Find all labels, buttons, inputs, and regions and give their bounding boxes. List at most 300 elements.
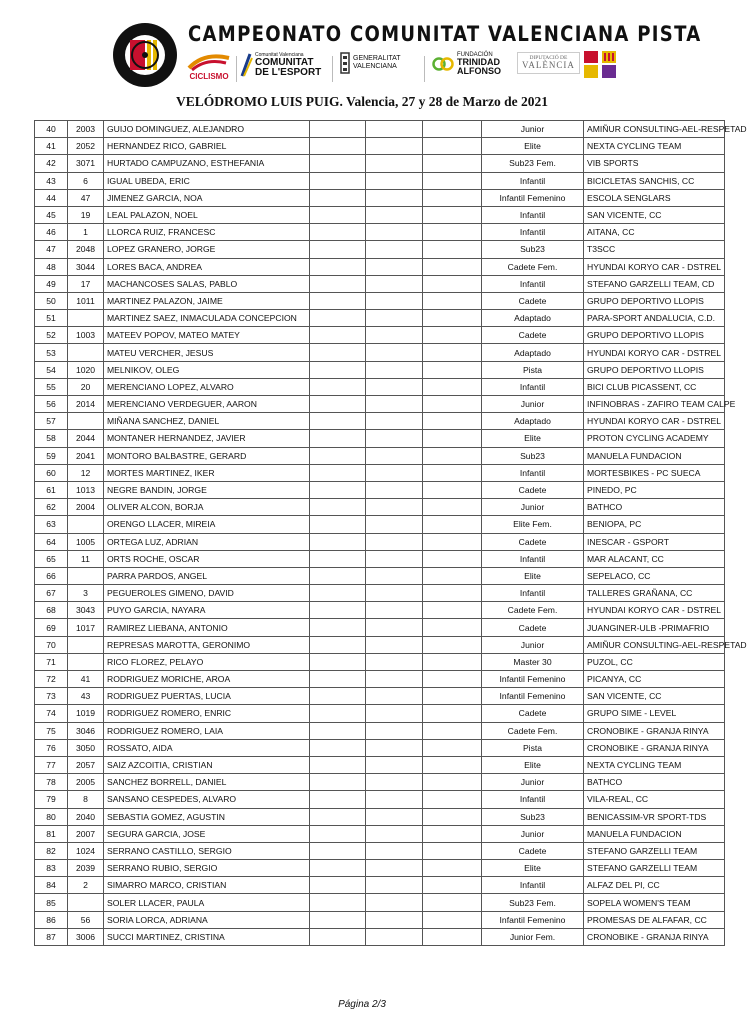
riders-table [34, 120, 747, 946]
gv-text-1: GENERALITAT [353, 55, 401, 63]
team-cell: STEFANO GARZELLI TEAM [584, 842, 725, 859]
empty-cell [423, 585, 482, 602]
empty-cell [310, 138, 366, 155]
ftr-rings-icon [432, 56, 454, 72]
category-cell: Sub23 [482, 447, 584, 464]
empty-cell [310, 550, 366, 567]
dorsal-cell [68, 413, 104, 430]
team-cell: VIB SPORTS [584, 155, 725, 172]
category-cell: Junior [482, 121, 584, 138]
position-cell: 58 [35, 430, 68, 447]
table-row [35, 894, 725, 911]
category-cell: Infantil [482, 206, 584, 223]
dorsal-cell: 47 [68, 189, 104, 206]
position-cell: 86 [35, 911, 68, 928]
table-row [35, 911, 725, 928]
rider-name-cell: HURTADO CAMPUZANO, ESTHEFANIA [104, 155, 310, 172]
table-row [35, 447, 725, 464]
empty-cell [310, 206, 366, 223]
empty-cell [366, 636, 423, 653]
diputacio-valencia-logo [517, 52, 580, 74]
team-cell: CRONOBIKE - GRANJA RINYA [584, 739, 725, 756]
category-cell: Infantil [482, 378, 584, 395]
empty-cell [423, 860, 482, 877]
table-row [35, 928, 725, 945]
table-row [35, 653, 725, 670]
rider-name-cell: LORES BACA, ANDREA [104, 258, 310, 275]
empty-cell [310, 258, 366, 275]
rider-name-cell: LLORCA RUIZ, FRANCESC [104, 224, 310, 241]
dorsal-cell: 3043 [68, 602, 104, 619]
empty-cell [366, 155, 423, 172]
position-cell: 79 [35, 791, 68, 808]
team-cell: ESCOLA SENGLARS [584, 189, 725, 206]
team-cell: VILA-REAL, CC [584, 791, 725, 808]
position-cell: 45 [35, 206, 68, 223]
table-row [35, 739, 725, 756]
position-cell: 83 [35, 860, 68, 877]
rider-name-cell: JIMENEZ GARCIA, NOA [104, 189, 310, 206]
dorsal-cell: 2005 [68, 774, 104, 791]
dv-text-1: DIPUTACIÓ DE [529, 55, 568, 61]
team-cell: MANUELA FUNDACION [584, 825, 725, 842]
rider-name-cell: LEAL PALAZON, NOEL [104, 206, 310, 223]
empty-cell [423, 722, 482, 739]
category-cell: Infantil [482, 172, 584, 189]
category-cell: Cadete Fem. [482, 722, 584, 739]
rider-name-cell: MERENCIANO VERDEGUER, AARON [104, 396, 310, 413]
empty-cell [366, 533, 423, 550]
empty-cell [423, 447, 482, 464]
empty-cell [423, 550, 482, 567]
position-cell: 77 [35, 756, 68, 773]
table-row [35, 860, 725, 877]
category-cell: Infantil [482, 877, 584, 894]
federation-seal-logo [112, 22, 178, 88]
category-cell: Infantil [482, 224, 584, 241]
table-row [35, 396, 725, 413]
category-cell: Junior [482, 499, 584, 516]
dorsal-cell: 2041 [68, 447, 104, 464]
rider-name-cell: OLIVER ALCON, BORJA [104, 499, 310, 516]
table-row [35, 189, 725, 206]
dorsal-cell: 3071 [68, 155, 104, 172]
empty-cell [423, 430, 482, 447]
team-cell: CRONOBIKE - GRANJA RINYA [584, 722, 725, 739]
rider-name-cell: MERENCIANO LOPEZ, ALVARO [104, 378, 310, 395]
empty-cell [423, 842, 482, 859]
table-row [35, 464, 725, 481]
empty-cell [310, 705, 366, 722]
table-row [35, 172, 725, 189]
empty-cell [366, 739, 423, 756]
rider-name-cell: MORTES MARTINEZ, IKER [104, 464, 310, 481]
rider-name-cell: HERNANDEZ RICO, GABRIEL [104, 138, 310, 155]
empty-cell [310, 842, 366, 859]
fundacion-trinidad-alfonso-logo [432, 52, 501, 76]
team-cell: PICANYA, CC [584, 671, 725, 688]
team-cell: BENIOPA, PC [584, 516, 725, 533]
category-cell: Cadete [482, 533, 584, 550]
category-cell: Junior Fem. [482, 928, 584, 945]
team-cell: INESCAR - GSPORT [584, 533, 725, 550]
rider-name-cell: RODRIGUEZ ROMERO, LAIA [104, 722, 310, 739]
dorsal-cell [68, 653, 104, 670]
rider-name-cell: SANSANO CESPEDES, ALVARO [104, 791, 310, 808]
team-cell: PROTON CYCLING ACADEMY [584, 430, 725, 447]
team-cell: SAN VICENTE, CC [584, 688, 725, 705]
empty-cell [423, 206, 482, 223]
position-cell: 55 [35, 378, 68, 395]
dorsal-cell: 3046 [68, 722, 104, 739]
position-cell: 78 [35, 774, 68, 791]
empty-cell [423, 155, 482, 172]
table-row [35, 671, 725, 688]
table-row [35, 378, 725, 395]
dorsal-cell: 2044 [68, 430, 104, 447]
empty-cell [366, 206, 423, 223]
table-row [35, 756, 725, 773]
empty-cell [310, 636, 366, 653]
team-cell: BICICLETAS SANCHIS, CC [584, 172, 725, 189]
category-cell: Elite Fem. [482, 516, 584, 533]
empty-cell [423, 877, 482, 894]
empty-cell [310, 739, 366, 756]
riders-table-body [35, 121, 747, 946]
team-cell: BATHCO [584, 774, 725, 791]
empty-cell [310, 860, 366, 877]
table-row [35, 275, 725, 292]
rider-name-cell: SERRANO RUBIO, SERGIO [104, 860, 310, 877]
position-cell: 71 [35, 653, 68, 670]
position-cell: 60 [35, 464, 68, 481]
table-row [35, 619, 725, 636]
position-cell: 66 [35, 567, 68, 584]
category-cell: Cadete [482, 705, 584, 722]
ciclismo-swoosh-icon [186, 52, 232, 72]
empty-cell [366, 653, 423, 670]
empty-cell [366, 791, 423, 808]
dorsal-cell [68, 636, 104, 653]
category-cell: Infantil [482, 585, 584, 602]
position-cell: 44 [35, 189, 68, 206]
empty-cell [310, 396, 366, 413]
empty-cell [366, 550, 423, 567]
empty-cell [310, 585, 366, 602]
comunitat-esport-logo [240, 52, 321, 78]
position-cell: 54 [35, 361, 68, 378]
empty-cell [366, 413, 423, 430]
team-cell: SOPELA WOMEN'S TEAM [584, 894, 725, 911]
dorsal-cell: 1017 [68, 619, 104, 636]
cv-small-text: Comunitat Valenciana [255, 51, 304, 58]
team-cell: HYUNDAI KORYO CAR - DSTREL [584, 602, 725, 619]
table-row [35, 808, 725, 825]
position-cell: 63 [35, 516, 68, 533]
empty-cell [366, 189, 423, 206]
category-cell: Junior [482, 774, 584, 791]
position-cell: 47 [35, 241, 68, 258]
empty-cell [423, 602, 482, 619]
category-cell: Sub23 [482, 241, 584, 258]
position-cell: 61 [35, 481, 68, 498]
team-cell: STEFANO GARZELLI TEAM, CD [584, 275, 725, 292]
valencia-shield-icon [583, 50, 617, 80]
position-cell: 64 [35, 533, 68, 550]
dorsal-cell: 3050 [68, 739, 104, 756]
empty-cell [366, 481, 423, 498]
rider-name-cell: IGUAL UBEDA, ERIC [104, 172, 310, 189]
position-cell: 57 [35, 413, 68, 430]
table-row [35, 138, 725, 155]
empty-cell [423, 739, 482, 756]
empty-cell [310, 911, 366, 928]
ftr-text-1: FUNDACIÓN [457, 52, 493, 58]
empty-cell [423, 464, 482, 481]
rider-name-cell: SAIZ AZCOITIA, CRISTIAN [104, 756, 310, 773]
empty-cell [423, 619, 482, 636]
empty-cell [310, 430, 366, 447]
category-cell: Elite [482, 430, 584, 447]
position-cell: 49 [35, 275, 68, 292]
rider-name-cell: SEGURA GARCIA, JOSE [104, 825, 310, 842]
esport-flag-icon [240, 52, 252, 78]
rider-name-cell: ROSSATO, AIDA [104, 739, 310, 756]
dorsal-cell: 3044 [68, 258, 104, 275]
rider-name-cell: RAMIREZ LIEBANA, ANTONIO [104, 619, 310, 636]
table-row [35, 602, 725, 619]
rider-name-cell: SOLER LLACER, PAULA [104, 894, 310, 911]
rider-name-cell: MIÑANA SANCHEZ, DANIEL [104, 413, 310, 430]
category-cell: Adaptado [482, 413, 584, 430]
empty-cell [423, 413, 482, 430]
empty-cell [366, 619, 423, 636]
team-cell: GRUPO DEPORTIVO LLOPIS [584, 327, 725, 344]
rider-name-cell: MATEEV POPOV, MATEO MATEY [104, 327, 310, 344]
empty-cell [310, 928, 366, 945]
empty-cell [310, 172, 366, 189]
position-cell: 48 [35, 258, 68, 275]
rider-name-cell: MONTANER HERNANDEZ, JAVIER [104, 430, 310, 447]
empty-cell [310, 121, 366, 138]
rider-name-cell: ORENGO LLACER, MIREIA [104, 516, 310, 533]
category-cell: Elite [482, 567, 584, 584]
empty-cell [423, 121, 482, 138]
empty-cell [423, 224, 482, 241]
category-cell: Adaptado [482, 310, 584, 327]
team-cell: GRUPO DEPORTIVO LLOPIS [584, 361, 725, 378]
cv-main-text-2: DE L'ESPORT [255, 66, 322, 78]
empty-cell [366, 911, 423, 928]
empty-cell [423, 378, 482, 395]
empty-cell [423, 172, 482, 189]
empty-cell [310, 155, 366, 172]
empty-cell [366, 224, 423, 241]
empty-cell [310, 671, 366, 688]
empty-cell [310, 567, 366, 584]
category-cell: Infantil Femenino [482, 189, 584, 206]
dorsal-cell: 1019 [68, 705, 104, 722]
empty-cell [423, 258, 482, 275]
team-cell: AMIÑUR CONSULTING-AEL-RESPETAD [584, 636, 725, 653]
category-cell: Infantil Femenino [482, 911, 584, 928]
rider-name-cell: SEBASTIA GOMEZ, AGUSTIN [104, 808, 310, 825]
empty-cell [310, 533, 366, 550]
dorsal-cell: 12 [68, 464, 104, 481]
category-cell: Cadete Fem. [482, 258, 584, 275]
category-cell: Infantil [482, 275, 584, 292]
dorsal-cell [68, 516, 104, 533]
category-cell: Infantil [482, 464, 584, 481]
empty-cell [310, 756, 366, 773]
team-cell: HYUNDAI KORYO CAR - DSTREL [584, 258, 725, 275]
table-row [35, 516, 725, 533]
table-row [35, 791, 725, 808]
table-row [35, 430, 725, 447]
empty-cell [366, 344, 423, 361]
dorsal-cell: 2048 [68, 241, 104, 258]
empty-cell [366, 327, 423, 344]
category-cell: Junior [482, 396, 584, 413]
table-row [35, 292, 725, 309]
position-cell: 52 [35, 327, 68, 344]
table-row [35, 636, 725, 653]
category-cell: Elite [482, 756, 584, 773]
rider-name-cell: MONTORO BALBASTRE, GERARD [104, 447, 310, 464]
category-cell: Junior [482, 825, 584, 842]
empty-cell [310, 361, 366, 378]
rider-name-cell: ORTS ROCHE, OSCAR [104, 550, 310, 567]
empty-cell [423, 241, 482, 258]
dorsal-cell: 41 [68, 671, 104, 688]
empty-cell [366, 241, 423, 258]
empty-cell [310, 310, 366, 327]
empty-cell [366, 464, 423, 481]
dv-text-2: VALÈNCIA [522, 60, 575, 71]
venue-subtitle: VELÓDROMO LUIS PUIG. Valencia, 27 y 28 de Marzo de 2021 [175, 94, 548, 109]
dorsal-cell [68, 567, 104, 584]
rider-name-cell: NEGRE BANDIN, JORGE [104, 481, 310, 498]
dorsal-cell: 1011 [68, 292, 104, 309]
category-cell: Cadete [482, 481, 584, 498]
table-row [35, 774, 725, 791]
dorsal-cell: 1013 [68, 481, 104, 498]
empty-cell [366, 688, 423, 705]
category-cell: Cadete [482, 619, 584, 636]
empty-cell [366, 121, 423, 138]
empty-cell [366, 275, 423, 292]
team-cell: HYUNDAI KORYO CAR - DSTREL [584, 413, 725, 430]
empty-cell [366, 602, 423, 619]
team-cell: HYUNDAI KORYO CAR - DSTREL [584, 344, 725, 361]
team-cell: PROMESAS DE ALFAFAR, CC [584, 911, 725, 928]
team-cell: SEPELACO, CC [584, 567, 725, 584]
team-cell: NEXTA CYCLING TEAM [584, 756, 725, 773]
position-cell: 43 [35, 172, 68, 189]
table-row [35, 877, 725, 894]
table-row [35, 533, 725, 550]
empty-cell [423, 808, 482, 825]
team-cell: BATHCO [584, 499, 725, 516]
table-row [35, 722, 725, 739]
rider-name-cell: SORIA LORCA, ADRIANA [104, 911, 310, 928]
empty-cell [310, 602, 366, 619]
empty-cell [423, 688, 482, 705]
table-row [35, 499, 725, 516]
category-cell: Pista [482, 361, 584, 378]
empty-cell [310, 327, 366, 344]
empty-cell [423, 138, 482, 155]
empty-cell [423, 774, 482, 791]
category-cell: Adaptado [482, 344, 584, 361]
dorsal-cell: 2057 [68, 756, 104, 773]
position-cell: 51 [35, 310, 68, 327]
empty-cell [366, 430, 423, 447]
position-cell: 75 [35, 722, 68, 739]
empty-cell [423, 671, 482, 688]
empty-cell [310, 378, 366, 395]
dorsal-cell: 2040 [68, 808, 104, 825]
dorsal-cell: 56 [68, 911, 104, 928]
team-cell: BENICASSIM-VR SPORT-TDS [584, 808, 725, 825]
team-cell: JUANGINER-ULB -PRIMAFRIO [584, 619, 725, 636]
empty-cell [366, 825, 423, 842]
team-cell: PUZOL, CC [584, 653, 725, 670]
team-cell: BICI CLUB PICASSENT, CC [584, 378, 725, 395]
empty-cell [310, 481, 366, 498]
empty-cell [310, 808, 366, 825]
table-row [35, 481, 725, 498]
category-cell: Cadete [482, 842, 584, 859]
team-cell: GRUPO DEPORTIVO LLOPIS [584, 292, 725, 309]
empty-cell [366, 722, 423, 739]
rider-name-cell: MELNIKOV, OLEG [104, 361, 310, 378]
empty-cell [366, 310, 423, 327]
empty-cell [310, 791, 366, 808]
rider-name-cell: GUIJO DOMINGUEZ, ALEJANDRO [104, 121, 310, 138]
position-cell: 62 [35, 499, 68, 516]
ciclismo-logo-text: CICLISMO [189, 72, 229, 81]
position-cell: 50 [35, 292, 68, 309]
dorsal-cell: 2014 [68, 396, 104, 413]
position-cell: 40 [35, 121, 68, 138]
empty-cell [366, 292, 423, 309]
position-cell: 76 [35, 739, 68, 756]
position-cell: 87 [35, 928, 68, 945]
empty-cell [310, 516, 366, 533]
rider-name-cell: RICO FLOREZ, PELAYO [104, 653, 310, 670]
dorsal-cell: 1024 [68, 842, 104, 859]
empty-cell [423, 567, 482, 584]
empty-cell [310, 894, 366, 911]
team-cell: PARA-SPORT ANDALUCIA, C.D. [584, 310, 725, 327]
empty-cell [423, 499, 482, 516]
position-cell: 59 [35, 447, 68, 464]
generalitat-logo [340, 52, 401, 74]
dorsal-cell: 3006 [68, 928, 104, 945]
empty-cell [310, 774, 366, 791]
dorsal-cell [68, 894, 104, 911]
dorsal-cell: 1003 [68, 327, 104, 344]
ftr-text-3: ALFONSO [457, 66, 501, 76]
empty-cell [310, 464, 366, 481]
empty-cell [366, 671, 423, 688]
empty-cell [310, 877, 366, 894]
dorsal-cell: 8 [68, 791, 104, 808]
position-cell: 82 [35, 842, 68, 859]
rider-name-cell: MATEU VERCHER, JESUS [104, 344, 310, 361]
empty-cell [423, 894, 482, 911]
